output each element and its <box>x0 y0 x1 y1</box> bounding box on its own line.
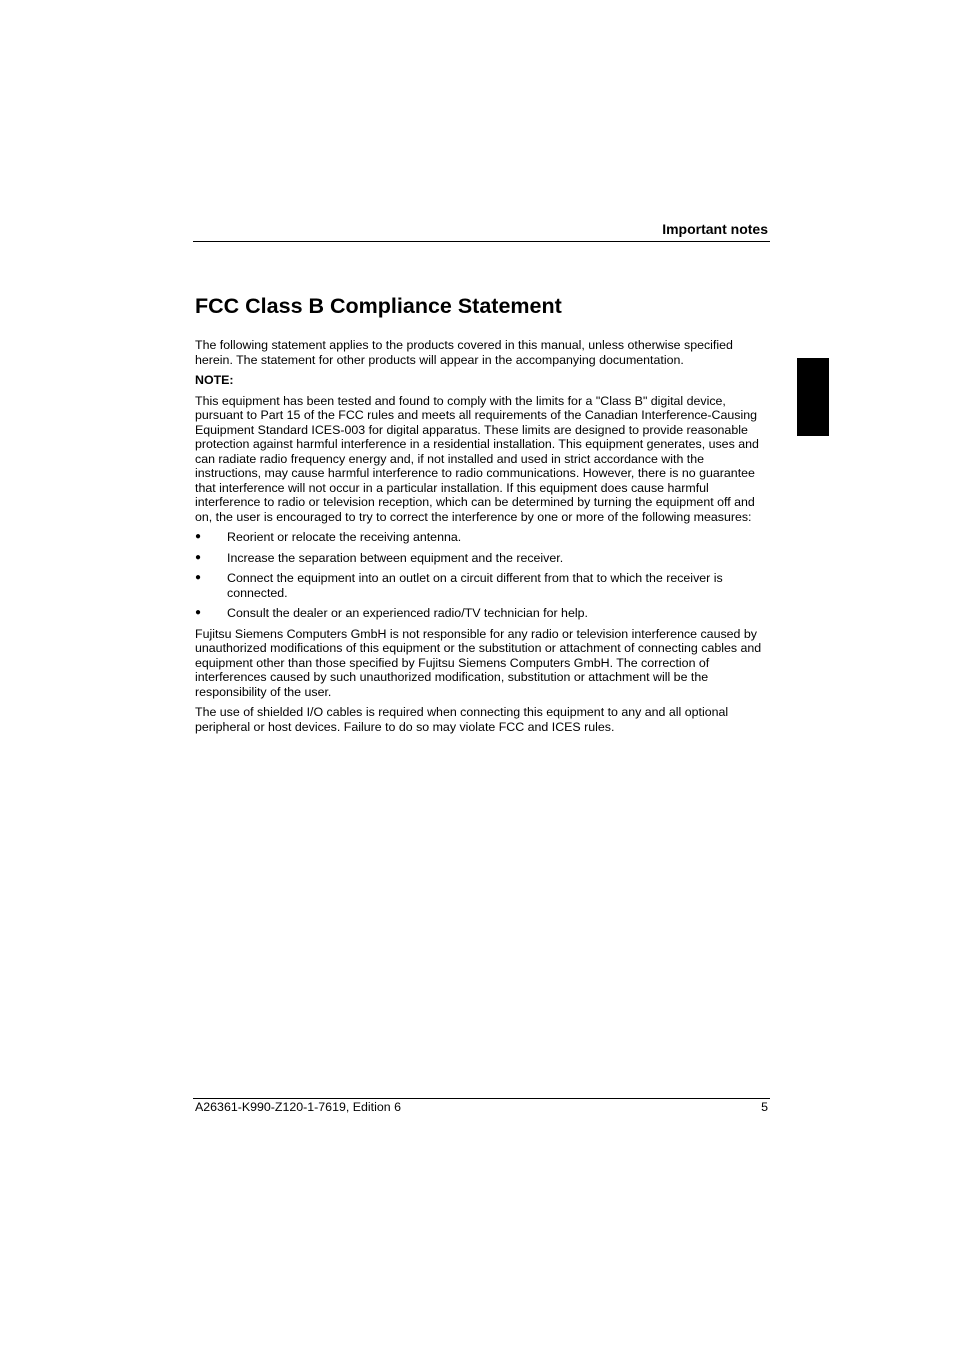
list-item <box>195 530 770 545</box>
list-item-text: Connect the equipment into an outlet on a circuit different from that to which the receiver is connected. <box>227 571 723 600</box>
list-item-text: Consult the dealer or an experienced radio/TV technician for help. <box>227 606 588 620</box>
list-item <box>195 606 770 621</box>
list-item-text: Increase the separation between equipment and the receiver. <box>227 550 564 565</box>
bullet-icon: ● <box>195 607 202 618</box>
bullet-icon: ● <box>195 531 202 542</box>
document-code: A26361-K990-Z120-1-7619, Edition 6 <box>195 1100 401 1114</box>
bullet-icon: ● <box>195 551 202 563</box>
page-title: FCC Class B Compliance Statement <box>195 294 562 318</box>
cables-paragraph: The use of shielded I/O cables is required when connecting this equipment to any and all optional peripheral or host devices. Failure to do so may violate FCC and ICES rules. <box>195 705 729 734</box>
measures-list <box>195 530 770 621</box>
header-divider <box>193 241 770 242</box>
footer-divider <box>193 1098 770 1099</box>
chapter-thumb-tab <box>797 358 829 436</box>
page-content <box>195 292 770 740</box>
list-item <box>195 551 770 566</box>
note-label: NOTE: <box>195 373 234 387</box>
intro-paragraph: The following statement applies to the products covered in this manual, unless otherwise specified herein. The statement for other products will appear in the accompanying documentation. <box>195 338 733 367</box>
note-paragraph: This equipment has been tested and found to comply with the limits for a "Class B" digital device, pursuant to Part 15 of the FCC rules and meets all requirements of the Canadian Interference-Causing Equipment Standard ICES-003 for digital apparatus. These limits are designed to provide reasonable protection against harmful interference in a residential installation. This equipment generates, uses and can radiate radio frequency energy and, if not installed and used in strict accordance with the instructions, may cause harmful interference to radio communications. However, there is no guarantee that interference will not occur in a particular installation. If this equipment does cause harmful interference to radio or television reception, which can be determined by turning the equipment off and on, the user is encouraged to try to correct the interference by one or more of the following measures: <box>195 393 759 524</box>
responsibility-paragraph: Fujitsu Siemens Computers GmbH is not responsible for any radio or television interference caused by unauthorized modifications of this equipment or the substitution or attachment of connecting cables and equipment other than those specified by Fujitsu Siemens Computers GmbH. The correction of interferences caused by such unauthorized modification, substitution or attachment will be the responsibility of the user. <box>195 626 762 699</box>
list-item-text: Reorient or relocate the receiving antenna. <box>227 530 462 544</box>
list-item <box>195 571 770 600</box>
bullet-icon: ● <box>195 572 202 583</box>
page-number: 5 <box>761 1100 768 1114</box>
running-header-title: Important notes <box>662 221 768 237</box>
